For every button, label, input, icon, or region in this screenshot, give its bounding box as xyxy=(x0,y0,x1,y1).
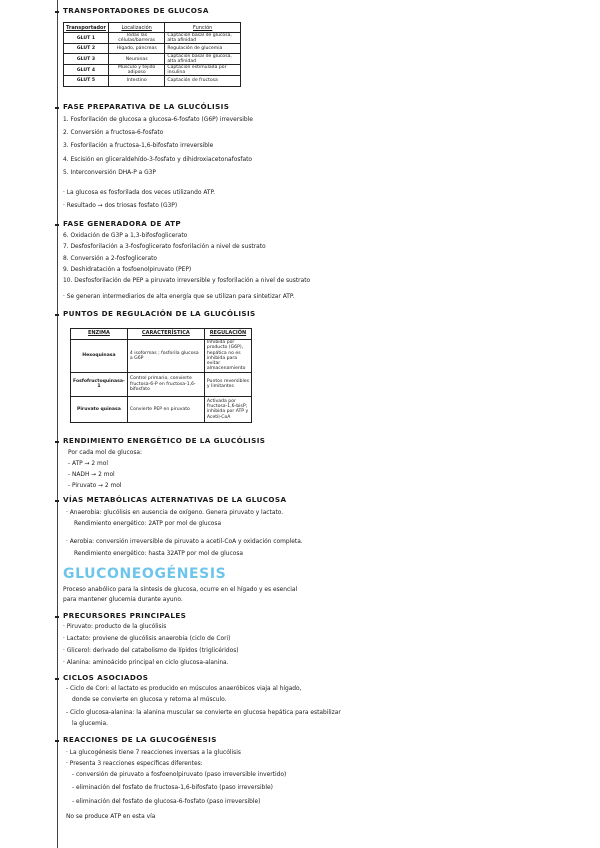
table-cell: Captación basal de glucosa, alta afinidad xyxy=(165,54,241,65)
yield-item: - NADH → 2 mol xyxy=(68,472,115,478)
table-row xyxy=(71,372,252,396)
table-cell: Inhibida por producto (G6P), hepática no es inhibida para evitar almacenamiento xyxy=(204,340,251,373)
note-line: · Resultado → dos triosas fosfato (G3P) xyxy=(63,203,178,209)
section-bullet xyxy=(55,678,59,680)
yield-intro: Por cada mol de glucosa: xyxy=(68,450,143,456)
step-line: 4. Escisión en gliceraldehído-3-fosfato y dihidroxiacetonafosfato xyxy=(63,157,253,163)
precursor-line: · Lactato: proviene de glucólisis anaerobia (ciclo de Cori) xyxy=(63,636,231,642)
table-cell: Convierte PEP en piruvato xyxy=(127,396,204,422)
table-cell: Piruvato quinasa xyxy=(71,396,128,422)
reaction-line: - conversión de piruvato a fosfoenolpiruvato (paso irreversible invertido) xyxy=(72,772,287,778)
table-cell: Captación estimulada por insulina xyxy=(165,65,241,76)
table-cell: Músculo y tejido adiposo xyxy=(108,65,164,76)
table-row xyxy=(71,396,252,422)
section-bullet xyxy=(55,616,59,618)
table-cell: Puntos reversibles y limitantes xyxy=(204,372,251,396)
heading-transportadores: TRANSPORTADORES DE GLUCOSA xyxy=(63,6,209,15)
step-line: 10. Desfosforilación de PEP a piruvato irreversible y fosforilación a nivel de sustrato xyxy=(63,278,311,284)
table-cell: Fosfofructoquinasa-1 xyxy=(71,372,128,396)
table-cell: Hígado, páncreas xyxy=(108,44,164,54)
step-line: 5. Interconversión DHA-P a G3P xyxy=(63,170,156,176)
table-cell: GLUT 5 xyxy=(64,76,109,86)
intro-line: Proceso anabólico para la síntesis de glucosa, ocurre en el hígado y es esencial xyxy=(63,587,298,593)
section-bullet xyxy=(55,314,59,316)
yield-item: - ATP → 2 mol xyxy=(68,461,108,467)
table-row xyxy=(64,76,241,86)
cycle-line: la glucemia. xyxy=(72,721,108,727)
reaction-line: - eliminación del fosfato de fructosa-1,6-bifosfato (paso irreversible) xyxy=(72,785,273,791)
step-line: 2. Conversión a fructosa-6-fosfato xyxy=(63,130,164,136)
note-line: · La glucosa es fosforilada dos veces utilizando ATP. xyxy=(63,190,216,196)
table-cell: Captación de fructosa xyxy=(165,76,241,86)
precursor-line: · Alanina: aminoácido principal en ciclo glucosa-alanina. xyxy=(63,660,229,666)
table-row xyxy=(64,33,241,44)
table-row xyxy=(64,54,241,65)
table-cell: Neuronas xyxy=(108,54,164,65)
table-cell: Activada por fructosa-1,6-bisP; inhibida por ATP y Acetil-CoA xyxy=(204,396,251,422)
table-row xyxy=(71,340,252,373)
reaction-line: · Presenta 3 reacciones específicas diferentes: xyxy=(66,761,203,767)
reaction-line: - eliminación del fosfato de glucosa-6-fosfato (paso irreversible) xyxy=(72,799,261,805)
table-cell: GLUT 4 xyxy=(64,65,109,76)
table-header-row xyxy=(71,329,252,340)
transporters-table xyxy=(63,22,241,87)
table-cell: Todas las células/barreras xyxy=(108,33,164,44)
heading-puntos: PUNTOS DE REGULACIÓN DE LA GLUCÓLISIS xyxy=(63,309,256,318)
cycle-line: - Ciclo glucosa-alanina: la alanina muscular se convierte en glucosa hepática para estabilizar xyxy=(66,710,341,716)
cycle-line: - Ciclo de Cori: el lactato es producido en músculos anaeróbicos viaja al hígado, xyxy=(66,686,302,692)
section-bullet xyxy=(55,441,59,443)
section-bullet xyxy=(55,11,59,13)
table-cell: Intestino xyxy=(108,76,164,86)
step-line: 7. Desfosforilación a 3-fosfoglicerato fosforilación a nivel de sustrato xyxy=(63,244,266,250)
yield-item: - Piruvato → 2 mol xyxy=(68,483,122,489)
alt-path-yield: Rendimiento energético: 2ATP por mol de glucosa xyxy=(74,521,222,527)
table-cell: 4 isoformas ; fosforila glucosa a G6P xyxy=(127,340,204,373)
step-line: 8. Conversión a 2-fosfoglicerato xyxy=(63,256,157,262)
heading-vias: VÍAS METABÓLICAS ALTERNATIVAS DE LA GLUCOSA xyxy=(63,495,287,504)
table-header: Función xyxy=(165,23,241,33)
regulation-table xyxy=(70,328,252,423)
step-line: 9. Deshidratación a fosfoenolpiruvato (PEP) xyxy=(63,267,192,273)
alt-path-yield: Rendimiento energético: hasta 32ATP por mol de glucosa xyxy=(74,551,244,557)
table-header: REGULACIÓN xyxy=(204,329,251,340)
step-line: 1. Fosforilación de glucosa a glucosa-6-fosfato (G6P) irreversible xyxy=(63,117,253,123)
table-row xyxy=(64,44,241,54)
table-cell: Hexoquinasa xyxy=(71,340,128,373)
table-header-row xyxy=(64,23,241,33)
precursor-line: · Glicerol: derivado del catabolismo de lípidos (triglicéridos) xyxy=(63,648,239,654)
heading-rendimiento: RENDIMIENTO ENERGÉTICO DE LA GLUCÓLISIS xyxy=(63,436,266,445)
intro-line: para mantener glucemia durante ayuno. xyxy=(63,597,183,603)
heading-preparativa: FASE PREPARATIVA DE LA GLUCÓLISIS xyxy=(63,102,230,111)
heading-generadora: FASE GENERADORA DE ATP xyxy=(63,219,182,228)
section-bullet xyxy=(55,740,59,742)
step-line: 3. Fosforilación a fructosa-1,6-bifosfato irreversible xyxy=(63,143,214,149)
note-line: · Se generan intermediarios de alta energía que se utilizan para sintetizar ATP. xyxy=(63,294,295,300)
alt-path-line: · Anaerobia: glucólisis en ausencia de oxígeno. Genera piruvato y lactato. xyxy=(66,510,284,516)
cycle-line: donde se convierte en glucosa y retorna al músculo. xyxy=(72,697,227,703)
table-cell: Captación basal de glucosa, alta afinidad xyxy=(165,33,241,44)
table-header: CARACTERÍSTICA xyxy=(127,329,204,340)
table-header: Localización xyxy=(108,23,164,33)
alt-path-line: · Aerobia: conversión irreversible de piruvato a acetil-CoA y oxidación completa. xyxy=(66,539,303,545)
heading-ciclos: CICLOS ASOCIADOS xyxy=(63,673,149,682)
heading-precursores: PRECURSORES PRINCIPALES xyxy=(63,611,187,620)
table-cell: Regulación de glucemia xyxy=(165,44,241,54)
table-cell: GLUT 3 xyxy=(64,54,109,65)
section-bullet xyxy=(55,500,59,502)
table-row xyxy=(64,65,241,76)
precursor-line: · Piruvato: producto de la glucólisis xyxy=(63,624,167,630)
table-cell: GLUT 1 xyxy=(64,33,109,44)
final-note: No se produce ATP en esta vía xyxy=(66,814,156,820)
section-bullet xyxy=(55,224,59,226)
section-bullet xyxy=(55,107,59,109)
table-cell: Control primario, convierte fructosa-6-P en fructosa-1,6-bifosfato xyxy=(127,372,204,396)
reaction-line: · La glucogénesis tiene 7 reacciones inversas a la glucólisis xyxy=(66,750,241,756)
gluconeogenesis-title: GLUCONEOGÉNESIS xyxy=(63,566,227,582)
table-header: ENZIMA xyxy=(71,329,128,340)
step-line: 6. Oxidación de G3P a 1,3-bifosfoglicerato xyxy=(63,233,188,239)
heading-reacciones: REACCIONES DE LA GLUCOGÉNESIS xyxy=(63,735,217,744)
table-cell: GLUT 2 xyxy=(64,44,109,54)
margin-rail xyxy=(57,0,58,848)
table-header: Transportador xyxy=(64,23,109,33)
